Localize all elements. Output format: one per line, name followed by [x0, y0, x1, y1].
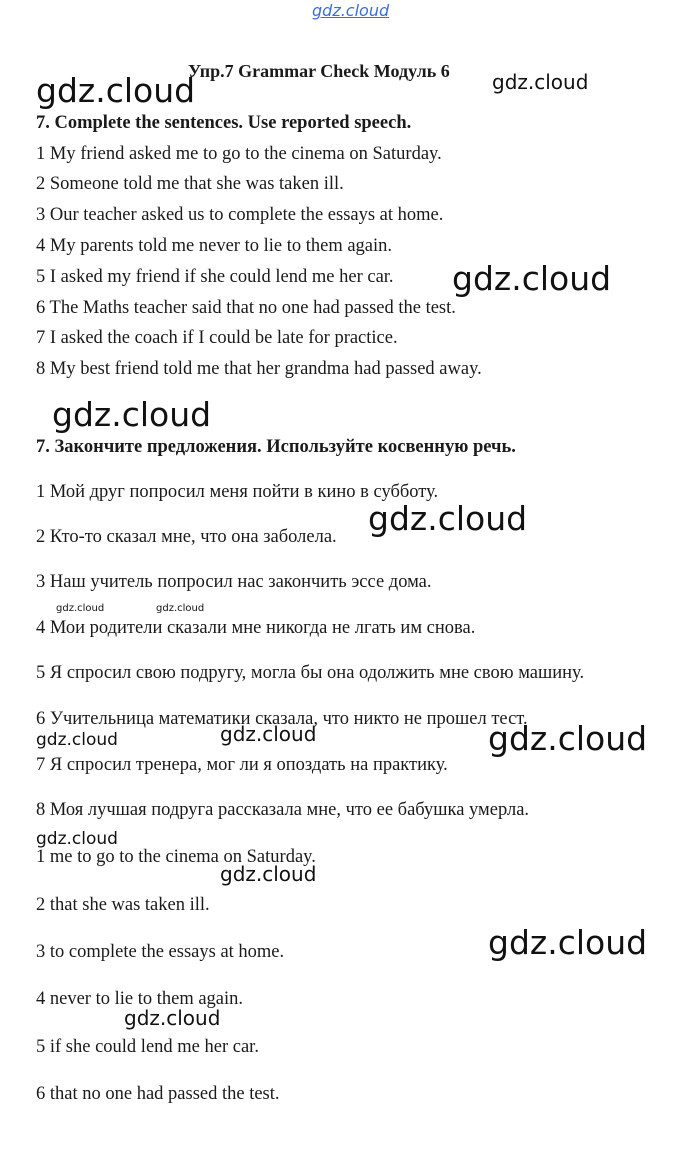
english-item: 3 Our teacher asked us to complete the essays at home. [36, 205, 444, 225]
russian-item: 7 Я спросил тренера, мог ли я опоздать на практику. [36, 755, 448, 775]
watermark: gdz.cloud [492, 70, 589, 94]
english-item: 4 My parents told me never to lie to them again. [36, 236, 393, 256]
russian-item: 8 Моя лучшая подруга рассказала мне, что ее бабушка умерла. [36, 800, 530, 820]
russian-item: 1 Мой друг попросил меня пойти в кино в субботу. [36, 482, 439, 502]
watermark: gdz.cloud [36, 829, 118, 849]
answer-item: 6 that no one had passed the test. [36, 1084, 280, 1104]
answer-item: 2 that she was taken ill. [36, 895, 210, 915]
russian-heading: 7. Закончите предложения. Используйте косвенную речь. [36, 437, 516, 457]
english-item: 5 I asked my friend if she could lend me her car. [36, 267, 394, 287]
russian-item: 2 Кто-то сказал мне, что она заболела. [36, 527, 337, 547]
watermark: gdz.cloud [220, 862, 317, 886]
russian-item: 3 Наш учитель попросил нас закончить эссе дома. [36, 572, 432, 592]
watermark: gdz.cloud [488, 923, 648, 962]
watermark: gdz.cloud [36, 71, 196, 110]
english-heading: 7. Complete the sentences. Use reported speech. [36, 113, 412, 133]
watermark: gdz.cloud [124, 1006, 221, 1030]
answer-item: 1 me to go to the cinema on Saturday. [36, 847, 316, 867]
watermark: gdz.cloud [156, 603, 205, 614]
watermark: gdz.cloud [368, 499, 528, 538]
page-title: Упр.7 Grammar Check Модуль 6 [188, 61, 450, 81]
answer-item: 4 never to lie to them again. [36, 989, 244, 1009]
english-item: 1 My friend asked me to go to the cinema on Saturday. [36, 144, 442, 164]
russian-item: 4 Мои родители сказали мне никогда не лгать им снова. [36, 618, 476, 638]
english-item: 6 The Maths teacher said that no one had passed the test. [36, 298, 456, 318]
english-item: 7 I asked the coach if I could be late for practice. [36, 328, 398, 348]
watermark: gdz.cloud [488, 719, 648, 758]
english-item: 8 My best friend told me that her grandma had passed away. [36, 359, 482, 379]
answer-item: 3 to complete the essays at home. [36, 942, 285, 962]
answer-item: 5 if she could lend me her car. [36, 1037, 259, 1057]
watermark: gdz.cloud [452, 259, 612, 298]
watermark: gdz.cloud [36, 730, 118, 750]
watermark: gdz.cloud [52, 395, 212, 434]
top-watermark-link[interactable]: gdz.cloud [312, 1, 390, 20]
russian-item: 6 Учительница математики сказала, что никто не прошел тест. [36, 709, 528, 729]
russian-item: 5 Я спросил свою подругу, могла бы она одолжить мне свою машину. [36, 663, 585, 683]
watermark: gdz.cloud [220, 722, 317, 746]
watermark: gdz.cloud [56, 603, 105, 614]
english-item: 2 Someone told me that she was taken ill. [36, 174, 344, 194]
